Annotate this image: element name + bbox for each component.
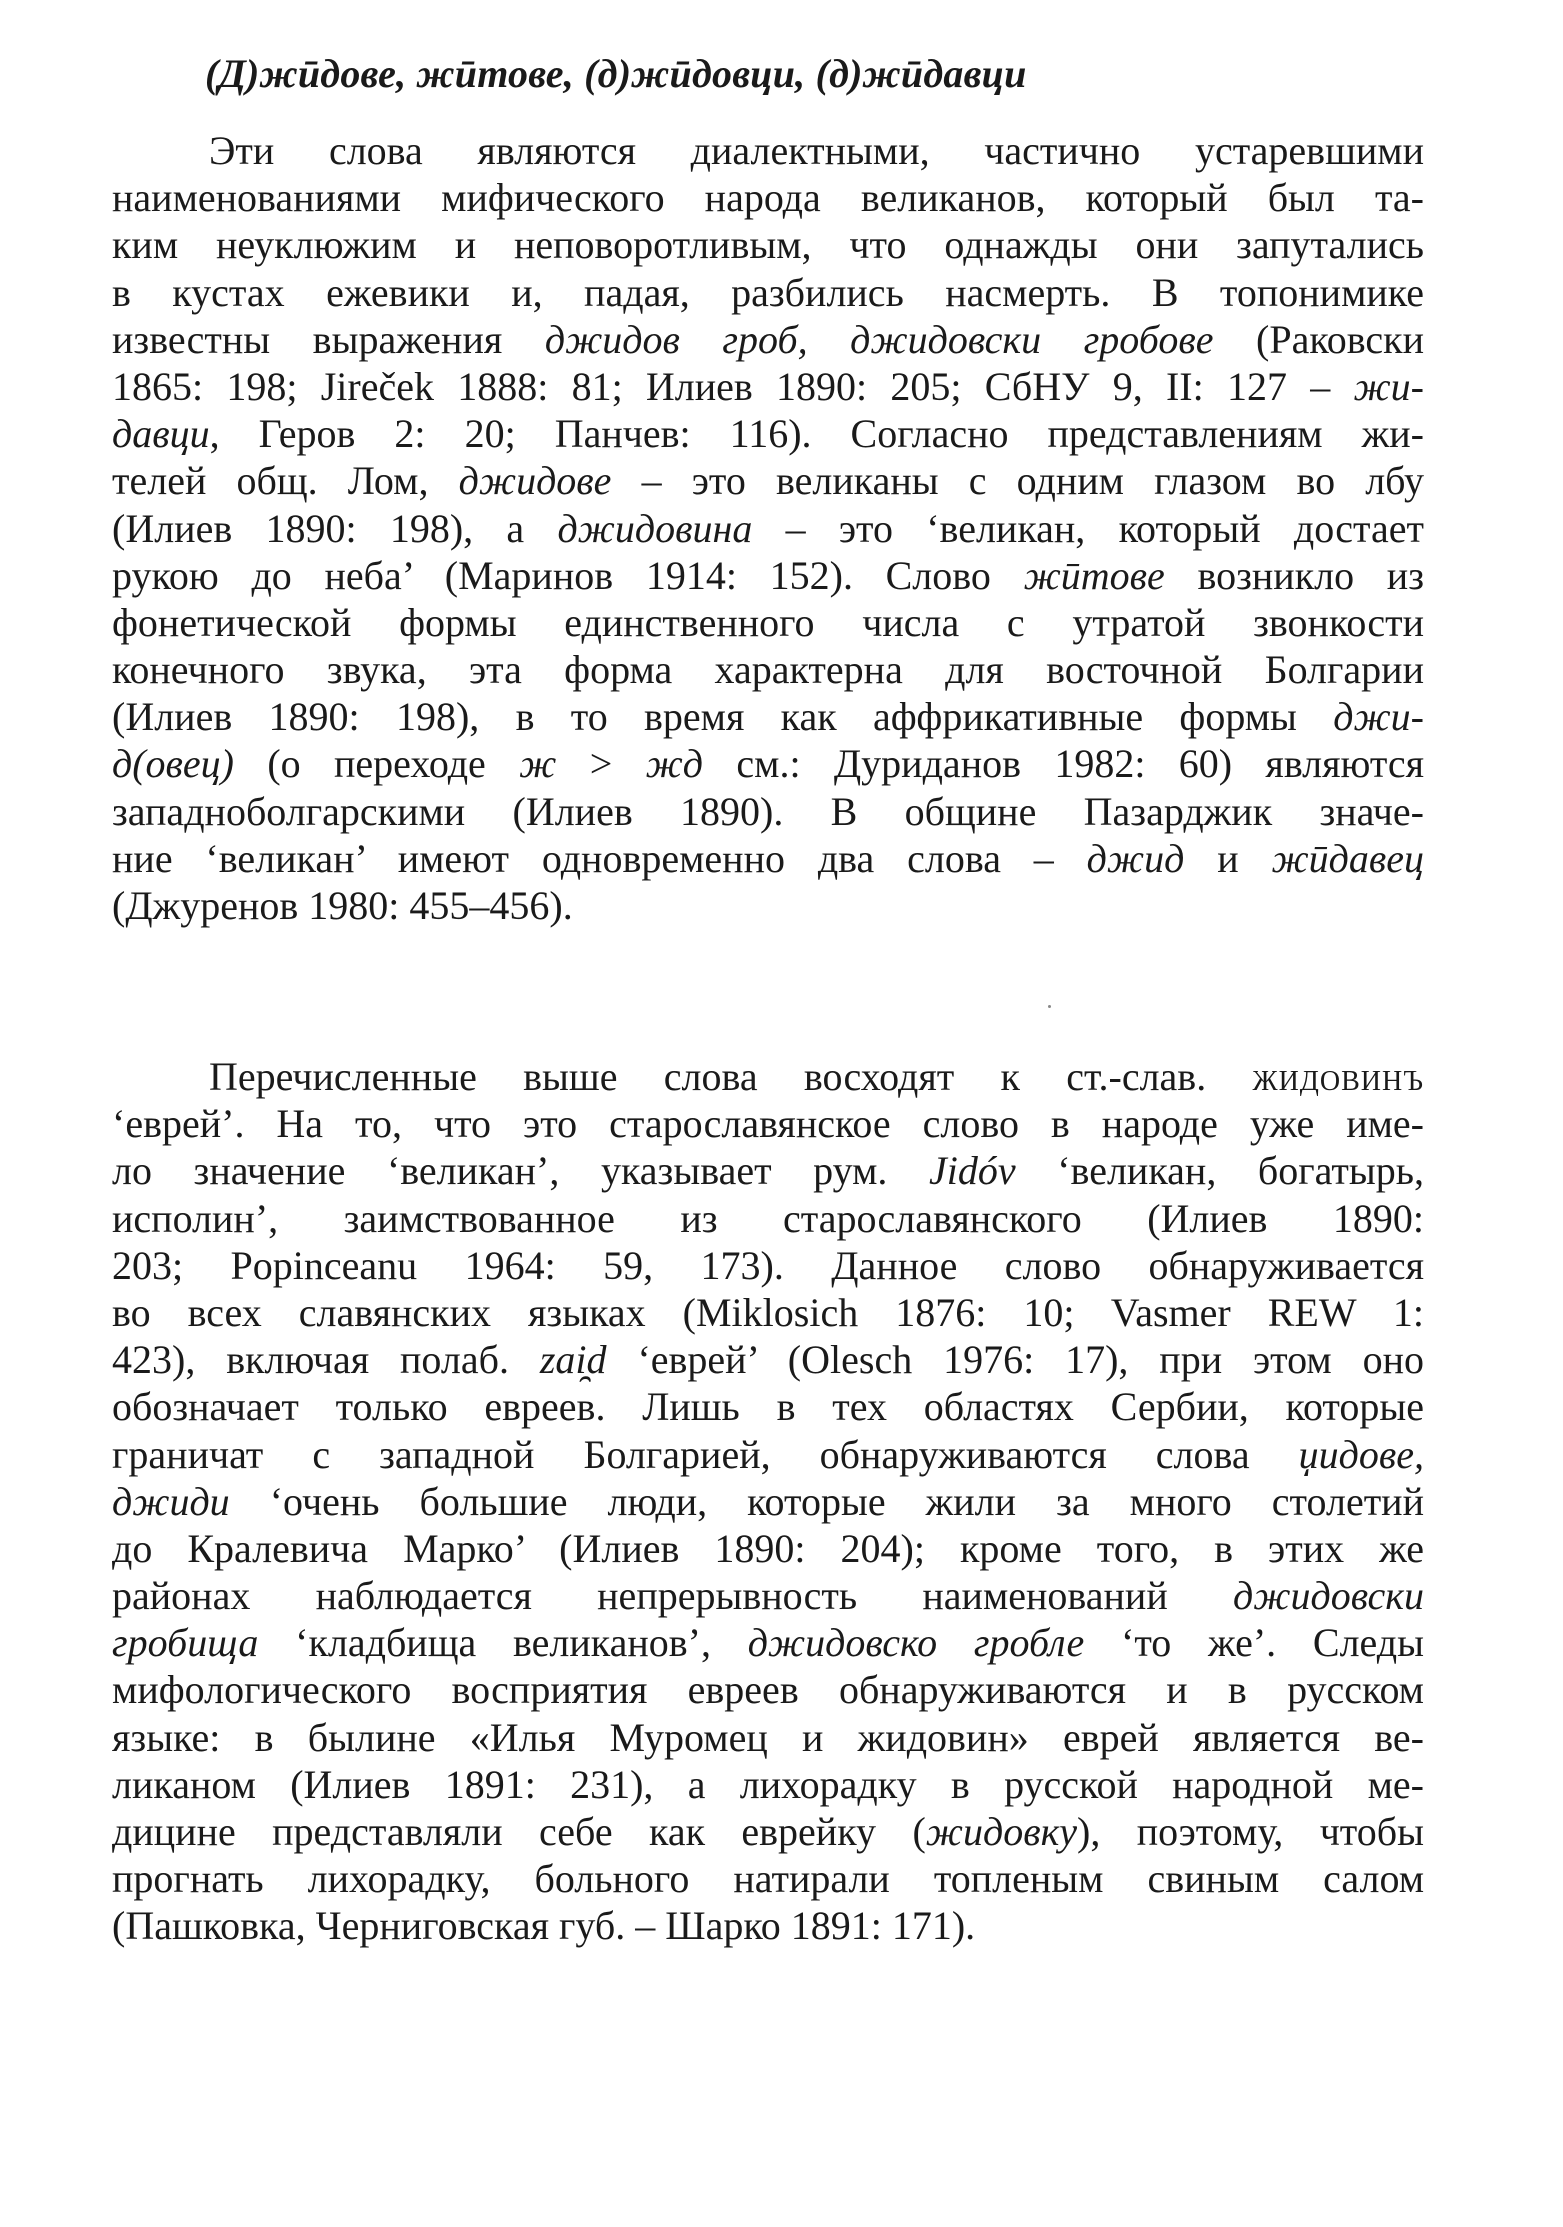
text-run: (Илиев 1890: 198), а (112, 505, 558, 551)
text-run: прогнать лихорадку, больного натирали топленым свиным салом (112, 1856, 1424, 1902)
italic-term: джид (1086, 835, 1185, 881)
text-run: – это ‘великан, который достает (752, 505, 1424, 551)
italic-term: жидовку (925, 1809, 1078, 1854)
text-run: обозначает только евреев. Лишь в тех областях Сербии, которые (112, 1384, 1424, 1430)
text-line (112, 646, 1424, 693)
text-line (112, 127, 1424, 174)
text-line (112, 1289, 1424, 1336)
text-line (112, 1053, 1424, 1100)
text-run: до Кралевича Марко’ (Илиев 1890: 204); кроме того, в этих же (112, 1525, 1424, 1571)
text-run: ние ‘великан’ имеют одновременно два слова – (112, 835, 1087, 881)
text-run: наименованиями мифического народа великанов, который был та- (112, 175, 1424, 221)
text-line (112, 552, 1424, 599)
text-line (112, 693, 1424, 740)
text-line (112, 1855, 1424, 1902)
text-line (112, 788, 1424, 835)
text-line (112, 1242, 1424, 1289)
paragraph-2 (112, 1053, 1424, 1950)
text-run: – это великаны с одним глазом во лбу (611, 458, 1424, 504)
text-line (112, 882, 1424, 929)
text-line (112, 1525, 1424, 1572)
italic-term: жӣдавец (1271, 835, 1425, 881)
italic-term: жд (645, 741, 704, 787)
text-line (112, 221, 1424, 268)
text-line (112, 835, 1424, 882)
italic-term: джидов гроб, джидовски гробове (544, 316, 1214, 362)
text-run: , Геров 2: 20; Панчев: 116). Согласно представлениям жи- (209, 411, 1424, 457)
text-line (112, 269, 1424, 316)
text-run: ‘еврей’. На то, что это старославянское слово в народе уже име- (112, 1101, 1424, 1147)
text-run: см.: Дуриданов 1982: 60) являются (703, 741, 1425, 787)
text-run: мифологического восприятия евреев обнаруживаются и в русском (112, 1667, 1424, 1713)
text-run: (Пашковка, Черниговская губ. – Шарко 1891: 171). (112, 1903, 976, 1949)
text-line (112, 599, 1424, 646)
text-line (112, 1147, 1424, 1194)
speck (1048, 1005, 1051, 1008)
text-run: ), поэтому, чтобы (1077, 1809, 1424, 1854)
italic-term: джидовски (1233, 1573, 1424, 1619)
text-line (112, 1619, 1424, 1666)
text-run: (о переходе (234, 741, 520, 787)
text-line (112, 1572, 1424, 1619)
text-line (112, 363, 1424, 410)
italic-term: гробища (112, 1620, 259, 1666)
text-run: конечного звука, эта форма характерна для восточной Болгарии (112, 647, 1424, 693)
text-run: известны выражения (112, 316, 545, 362)
text-run: Перечисленные выше слова восходят к ст.-слав. (209, 1054, 1253, 1099)
text-run: 203; Popinceanu 1964: 59, 173). Данное слово обнаруживается (112, 1242, 1424, 1288)
italic-term: джидовско гробле (747, 1620, 1085, 1666)
text-run: ким неуклюжим и неповоротливым, что однажды они запутались (112, 222, 1424, 268)
text-line (112, 1195, 1424, 1242)
italic-term: джиди (112, 1478, 230, 1524)
italic-term: zai̯d (539, 1337, 607, 1383)
text-run: ликаном (Илиев 1891: 231), а лихорадку в русской народной ме- (112, 1761, 1424, 1807)
text-run: 423), включая полаб. (112, 1337, 540, 1383)
text-line (112, 1431, 1424, 1478)
text-line (112, 457, 1424, 504)
text-run: исполин’, заимствованное из старославянского (Илиев 1890: (112, 1195, 1424, 1241)
italic-term: джидове (458, 458, 612, 504)
text-run: ‘великан, богатырь, (1015, 1148, 1424, 1194)
old-slavonic-term: жидовинъ (1252, 1054, 1424, 1099)
text-run: западноболгарскими (Илиев 1890). В общине Пазарджик значе- (112, 788, 1424, 834)
text-run: телей общ. Лом, (112, 458, 459, 504)
text-run: ‘очень большие люди, которые жили за много столетий (229, 1478, 1424, 1524)
text-run: и (1184, 835, 1272, 881)
text-line (112, 1100, 1424, 1147)
text-run: ло значение ‘великан’, указывает рум. (112, 1148, 930, 1194)
text-run: 1865: 198; Jireček 1888: 81; Илиев 1890: 205; СбНУ 9, II: 127 – (112, 363, 1354, 409)
text-run: районах наблюдается непрерывность наименований (112, 1573, 1234, 1619)
italic-term: жӣтове (1023, 552, 1165, 598)
text-run: граничат с западной Болгарией, обнаруживаются слова (112, 1431, 1299, 1477)
text-run: ‘кладбища великанов’, (258, 1620, 748, 1666)
text-run: Эти слова являются диалектными, частично устаревшими (209, 128, 1424, 173)
text-run: (Илиев 1890: 198), в то время как аффрикативные формы (112, 694, 1334, 740)
text-line (112, 1666, 1424, 1713)
text-line (112, 1383, 1424, 1430)
text-line (112, 1478, 1424, 1525)
italic-term: ж (519, 741, 557, 787)
text-line (112, 505, 1424, 552)
text-line (112, 1761, 1424, 1808)
text-run: ‘еврей’ (Olesch 1976: 17), при этом оно (606, 1337, 1424, 1383)
entry-heading: (Д)жӣдове, жӣтове, (д)жӣдовци, (д)жӣдавци (205, 51, 1027, 96)
italic-term: джидовина (557, 505, 753, 551)
text-run: в кустах ежевики и, падая, разбились насмерть. В топонимике (112, 269, 1424, 315)
text-line (112, 1336, 1424, 1383)
text-line (112, 316, 1424, 363)
text-line (112, 740, 1424, 787)
italic-term: жи- (1353, 363, 1424, 409)
text-line (112, 1808, 1424, 1855)
text-line (112, 410, 1424, 457)
text-run: фонетической формы единственного числа с утратой звонкости (112, 599, 1424, 645)
text-run: > (556, 741, 646, 787)
text-run: ‘то же’. Следы (1084, 1620, 1424, 1666)
text-line (112, 174, 1424, 221)
text-run: (Джуренов 1980: 455–456). (112, 883, 573, 928)
text-run: во всех славянских языках (Miklosich 1876: 10; Vasmer REW 1: (112, 1289, 1424, 1335)
text-line (112, 1902, 1424, 1949)
italic-term: д(овец) (112, 741, 234, 787)
italic-term: джи- (1333, 694, 1424, 740)
text-run: рукою до неба’ (Маринов 1914: 152). Слово (112, 552, 1024, 598)
text-run: возникло из (1164, 552, 1424, 598)
italic-term: давци (112, 411, 210, 457)
italic-term: Jidóv (929, 1148, 1016, 1194)
text-run: языке: в былине «Илья Муромец и жидовин» еврей является ве- (112, 1714, 1424, 1760)
text-run: дицине представляли себе как еврейку ( (112, 1809, 926, 1854)
text-line (112, 1714, 1424, 1761)
text-run: (Раковски (1213, 316, 1425, 362)
paragraph-1 (112, 127, 1424, 929)
italic-term: џидове, (1298, 1431, 1424, 1477)
